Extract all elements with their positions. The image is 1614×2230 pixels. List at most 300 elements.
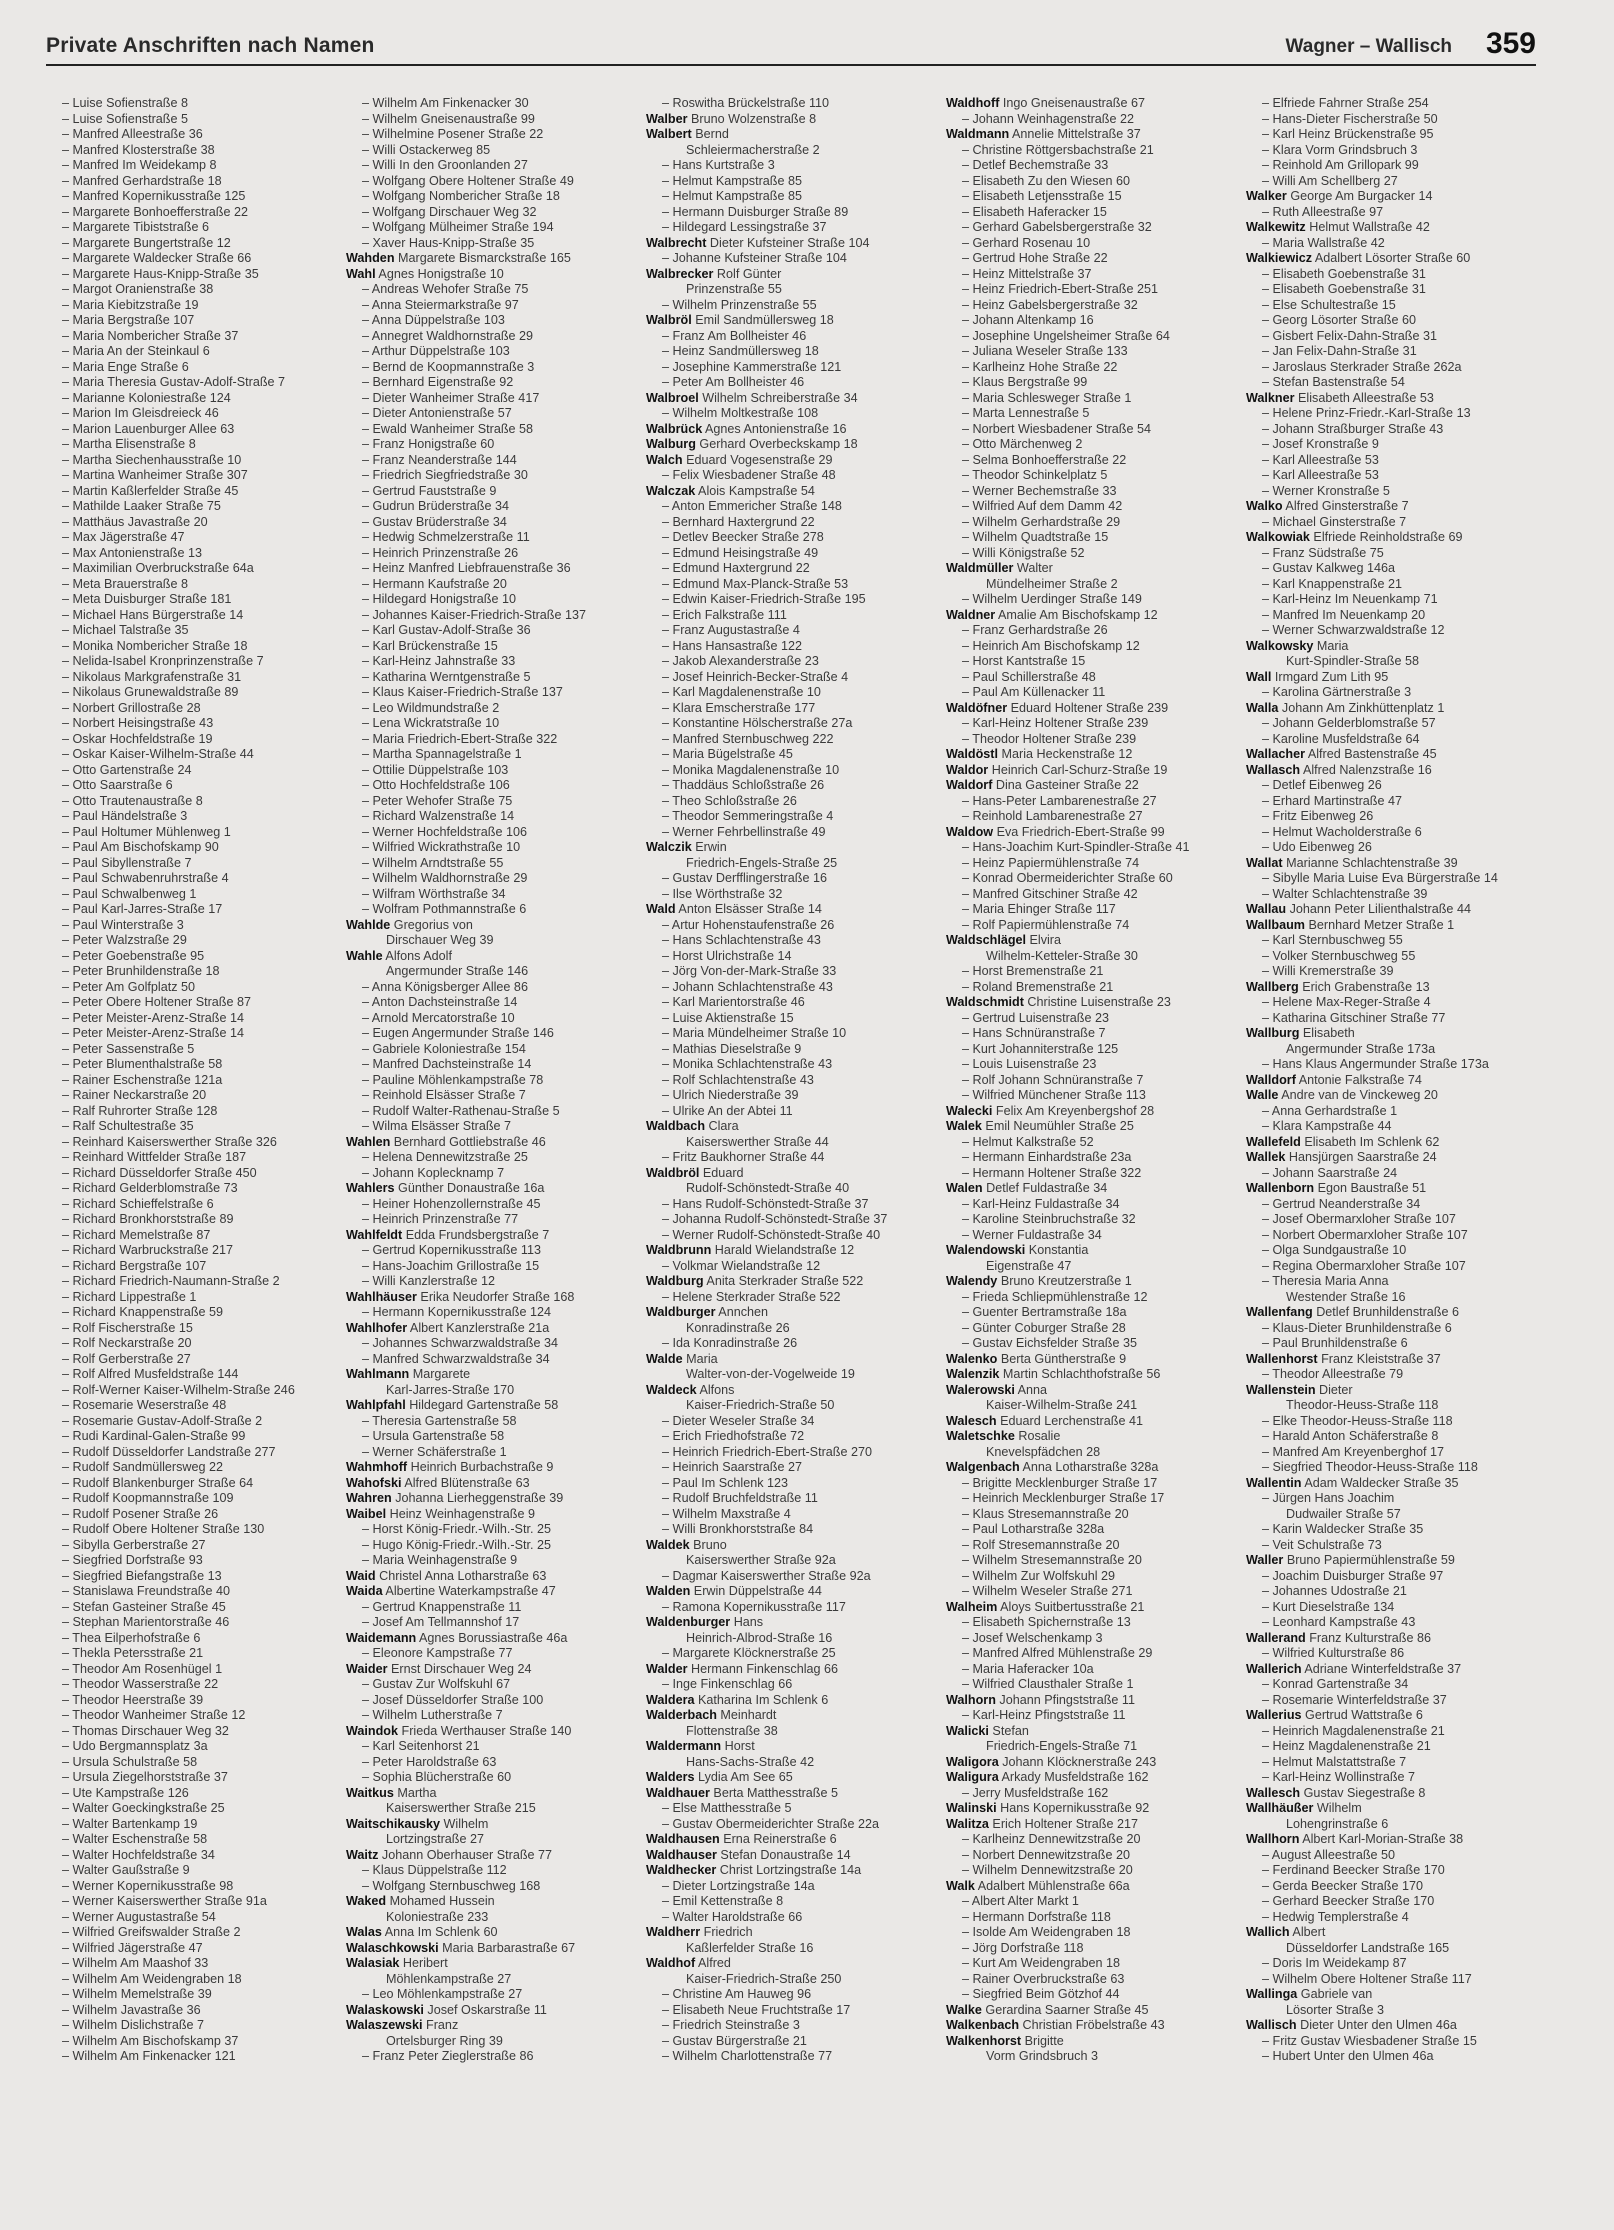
directory-entry: – Gabriele Koloniestraße 154 xyxy=(362,1041,526,1056)
directory-entry: Wallhorn Albert Karl-Morian-Straße 38 xyxy=(1246,1832,1464,1846)
directory-entry: – Siegfried Beim Götzhof 44 xyxy=(962,1987,1120,2001)
directory-entry: – Horst Ulrichstraße 14 xyxy=(662,948,792,963)
directory-entry: – Gudrun Brüderstraße 34 xyxy=(362,499,510,513)
directory-entry: – Jürgen Hans Joachim xyxy=(1262,1491,1395,1505)
directory-entry: – Wolfgang Nombericher Straße 18 xyxy=(362,189,560,203)
directory-entry: Kaiserswerther Straße 44 xyxy=(686,1134,829,1149)
directory-entry: – Anna Steiermarkstraße 97 xyxy=(362,297,519,312)
directory-entry: – Andreas Wehofer Straße 75 xyxy=(362,282,529,296)
directory-entry: Wallinga Gabriele van xyxy=(1246,1987,1373,2001)
directory-entry: – Manfred Dachsteinstraße 14 xyxy=(362,1057,532,1071)
surname: Walke xyxy=(946,2002,982,2017)
surname: Wahlen xyxy=(346,1134,391,1149)
directory-entry: – Johannes Kaiser-Friedrich-Straße 137 xyxy=(362,607,586,622)
directory-entry: – Wilhelm Javastraße 36 xyxy=(62,2002,201,2017)
surname: Walker xyxy=(1246,189,1287,203)
directory-entry: – Manfred Alleestraße 36 xyxy=(62,127,203,141)
directory-entry: – Rainer Eschenstraße 121a xyxy=(62,1072,223,1087)
directory-entry: Waldbröl Eduard xyxy=(646,1165,744,1180)
surname: Walbrück xyxy=(646,421,703,436)
directory-entry: – Wilhelm Quadtstraße 15 xyxy=(962,530,1109,544)
directory-entry: – Johann Weinhagenstraße 22 xyxy=(962,111,1135,126)
surname: Wahmhoff xyxy=(346,1460,408,1474)
directory-entry: – Wilfried Münchener Straße 113 xyxy=(962,1088,1146,1102)
directory-entry: – Paul Schwalbenweg 1 xyxy=(62,886,197,901)
surname: Walko xyxy=(1246,499,1283,513)
directory-entry: Lohengrinstraße 6 xyxy=(1286,1816,1389,1831)
surname: Waldschmidt xyxy=(946,995,1024,1009)
surname: Waindok xyxy=(346,1723,399,1738)
directory-entry: – Hans Kurtstraße 3 xyxy=(662,158,775,172)
directory-entry: Waibel Heinz Weinhagenstraße 9 xyxy=(346,1506,535,1521)
directory-entry: Ortelsburger Ring 39 xyxy=(386,2033,503,2048)
directory-entry: – Hermann Kaufstraße 20 xyxy=(362,576,507,591)
directory-entry: – Hildegard Lessingstraße 37 xyxy=(662,220,827,234)
directory-entry: – Wilhelm Obere Holtener Straße 117 xyxy=(1262,1971,1472,1986)
surname: Waldhausen xyxy=(646,1832,720,1846)
directory-entry: Wallich Albert xyxy=(1246,1925,1326,1939)
directory-entry: – Theo Schloßstraße 26 xyxy=(662,793,797,808)
directory-entry: Waldor Heinrich Carl-Schurz-Straße 19 xyxy=(946,762,1168,777)
directory-entry: – Peter Wehofer Straße 75 xyxy=(362,793,513,808)
surname: Walhorn xyxy=(946,1692,996,1707)
directory-entry: – Margot Oranienstraße 38 xyxy=(62,282,214,296)
directory-entry: – Ottilie Düppelstraße 103 xyxy=(362,762,509,777)
surname: Walbrecker xyxy=(646,266,714,281)
surname: Wahlfeldt xyxy=(346,1227,403,1242)
directory-entry: Wallenfang Detlef Brunhildenstraße 6 xyxy=(1246,1305,1460,1319)
directory-entry: – Fritz Baukhorner Straße 44 xyxy=(662,1150,825,1164)
directory-entry: – Manfred Im Weidekamp 8 xyxy=(62,158,217,172)
directory-entry: – Wilhelm Maxstraße 4 xyxy=(662,1506,791,1521)
directory-entry: – Josef Heinrich-Becker-Straße 4 xyxy=(662,669,849,684)
surname: Wallenhorst xyxy=(1246,1351,1318,1366)
directory-entry: – Rolf Alfred Musfeldstraße 144 xyxy=(62,1367,239,1381)
surname: Walde xyxy=(646,1351,683,1366)
surname: Wahren xyxy=(346,1491,392,1505)
directory-entry: – Maria Friedrich-Ebert-Straße 322 xyxy=(362,731,558,746)
directory-entry: Waidemann Agnes Borussiastraße 46a xyxy=(346,1630,568,1645)
directory-entry: – Werner Hochfeldstraße 106 xyxy=(362,824,527,839)
directory-entry: Düsseldorfer Landstraße 165 xyxy=(1286,1940,1450,1955)
surname: Waitschikausky xyxy=(346,1816,441,1831)
directory-entry: – Walter Goeckingkstraße 25 xyxy=(62,1801,225,1815)
directory-entry: Walke Gerardina Saarner Straße 45 xyxy=(946,2002,1149,2017)
directory-entry: Wallacher Alfred Bastenstraße 45 xyxy=(1246,747,1437,761)
surname: Waldorf xyxy=(946,778,993,792)
directory-entry: – Gerhard Beecker Straße 170 xyxy=(1262,1894,1435,1908)
directory-entry: – Josephine Kammerstraße 121 xyxy=(662,359,842,374)
directory-entry: – Nikolaus Grunewaldstraße 89 xyxy=(62,685,239,699)
directory-entry: – Werner Kopernikusstraße 98 xyxy=(62,1878,234,1893)
directory-entry: – Paul Winterstraße 3 xyxy=(62,917,184,932)
directory-entry: – Rudolf Sandmüllersweg 22 xyxy=(62,1460,224,1474)
directory-entry: Walaschkowski Maria Barbarastraße 67 xyxy=(346,1940,576,1955)
directory-entry: – Elfriede Fahrner Straße 254 xyxy=(1262,96,1429,110)
directory-entry: – Elisabeth Letjensstraße 15 xyxy=(962,189,1122,203)
surname: Walburg xyxy=(646,437,696,451)
surname: Walk xyxy=(946,1878,975,1893)
directory-entry: Waldburg Anita Sterkrader Straße 522 xyxy=(646,1274,864,1288)
directory-entry: – Wilhelmine Posener Straße 22 xyxy=(362,127,544,141)
surname: Wallenstein xyxy=(1246,1382,1316,1397)
directory-entry: – Wilhelm Am Maashof 33 xyxy=(62,1956,209,1970)
directory-entry: – Michael Talstraße 35 xyxy=(62,623,189,637)
directory-entry: – Rolf Schlachtenstraße 43 xyxy=(662,1072,814,1087)
directory-entry: Walendowski Konstantia xyxy=(946,1243,1089,1257)
surname: Waldbröl xyxy=(646,1165,700,1180)
directory-entry: – Johanne Kufsteiner Straße 104 xyxy=(662,251,847,265)
directory-entry: Waitz Johann Oberhauser Straße 77 xyxy=(346,1847,553,1862)
directory-entry: – Reinhold Am Grillopark 99 xyxy=(1262,158,1419,172)
directory-entry: Waldow Eva Friedrich-Ebert-Straße 99 xyxy=(946,824,1165,839)
directory-entry: – Wilfried Clausthaler Straße 1 xyxy=(962,1677,1134,1691)
directory-entry: Waldhauer Berta Matthesstraße 5 xyxy=(646,1785,839,1800)
directory-entry: Wallek Hansjürgen Saarstraße 24 xyxy=(1246,1150,1437,1164)
directory-entry: Wahden Margarete Bismarckstraße 165 xyxy=(346,251,571,265)
directory-entry: Wahlers Günther Donaustraße 16a xyxy=(346,1181,545,1195)
directory-entry: – Hubert Unter den Ulmen 46a xyxy=(1262,2049,1434,2063)
section-title: Private Anschriften nach Namen xyxy=(46,34,375,57)
directory-entry: – Maria Ehinger Straße 117 xyxy=(962,902,1116,916)
directory-entry: – Hildegard Honigstraße 10 xyxy=(362,592,517,606)
directory-entry: – Otto Gartenstraße 24 xyxy=(62,762,192,777)
directory-entry: – Helmut Malstattstraße 7 xyxy=(1262,1754,1407,1769)
directory-entry: – Kurt Am Weidengraben 18 xyxy=(962,1956,1120,1970)
directory-entry: – Erich Falkstraße 111 xyxy=(662,607,787,622)
surname: Walla xyxy=(1246,700,1279,715)
directory-entry: – Leo Wildmundstraße 2 xyxy=(362,700,500,715)
surname: Waldschlägel xyxy=(946,933,1027,947)
directory-entry: – Rudolf Koopmannstraße 109 xyxy=(62,1491,234,1505)
directory-entry: – Gustav Obermeiderichter Straße 22a xyxy=(662,1816,879,1831)
directory-column-3 xyxy=(646,96,946,2065)
directory-entry: – Erich Friedhofstraße 72 xyxy=(662,1429,805,1443)
directory-entry: – Karl Alleestraße 53 xyxy=(1262,468,1379,482)
directory-entry: – Marta Lennestraße 5 xyxy=(962,406,1090,420)
directory-entry: – Ute Kampstraße 126 xyxy=(62,1785,189,1800)
directory-entry: Walbert Bernd xyxy=(646,127,729,141)
surname: Wahlde xyxy=(346,917,391,932)
directory-entry: – Dieter Lortzingstraße 14a xyxy=(662,1878,815,1893)
directory-entry: – Ralf Schultestraße 35 xyxy=(62,1119,194,1133)
directory-entry: Walders Lydia Am See 65 xyxy=(646,1770,793,1784)
directory-entry: – Oskar Hochfeldstraße 19 xyxy=(62,731,213,746)
directory-entry: Walen Detlef Fuldastraße 34 xyxy=(946,1181,1108,1195)
directory-entry: Wahlen Bernhard Gottliebstraße 46 xyxy=(346,1134,546,1149)
directory-entry: – Wilhelm Gneisenaustraße 99 xyxy=(362,111,535,126)
directory-entry: – Karl Gustav-Adolf-Straße 36 xyxy=(362,623,531,637)
directory-entry: – Otto Hochfeldstraße 106 xyxy=(362,778,510,792)
directory-entry: – Gertrud Kopernikusstraße 113 xyxy=(362,1243,541,1257)
directory-entry: – Regina Obermarxloher Straße 107 xyxy=(1262,1258,1466,1273)
directory-entry: – Wilhelm Dennewitzstraße 20 xyxy=(962,1863,1133,1877)
directory-entry: Waldschlägel Elvira xyxy=(946,933,1062,947)
directory-entry: – Heinz Friedrich-Ebert-Straße 251 xyxy=(962,282,1158,296)
directory-entry: – Rosemarie Winterfeldstraße 37 xyxy=(1262,1692,1447,1707)
directory-entry: Angermunder Straße 146 xyxy=(386,964,529,978)
surname: Waldenburger xyxy=(646,1615,731,1629)
directory-entry: – Wilfried Jägerstraße 47 xyxy=(62,1940,203,1955)
surname: Walen xyxy=(946,1181,983,1195)
directory-entry: – Franz Neanderstraße 144 xyxy=(362,452,517,467)
directory-entry: – Paul Am Bischofskamp 90 xyxy=(62,840,219,854)
directory-entry: – Paul Schwabenruhrstraße 4 xyxy=(62,871,229,885)
directory-entry: – Gertrud Luisenstraße 23 xyxy=(962,1010,1110,1025)
directory-entry: – Jakob Alexanderstraße 23 xyxy=(662,654,819,668)
surname: Waida xyxy=(346,1584,383,1598)
directory-column-4 xyxy=(946,96,1246,2065)
directory-entry: – Lena Wickratstraße 10 xyxy=(362,716,500,730)
directory-entry: Walko Alfred Ginsterstraße 7 xyxy=(1246,499,1409,513)
directory-entry: – Peter Am Golfplatz 50 xyxy=(62,979,196,994)
surname: Wallentin xyxy=(1246,1475,1302,1490)
surname: Walaskowski xyxy=(346,2002,424,2017)
directory-entry: – Peter Haroldstraße 63 xyxy=(362,1754,497,1769)
directory-entry: Kurt-Spindler-Straße 58 xyxy=(1286,654,1419,668)
directory-entry: Waindok Frieda Werthauser Straße 140 xyxy=(346,1723,572,1738)
surname: Wallesch xyxy=(1246,1785,1301,1800)
directory-entry: – Karl Heinz Brückenstraße 95 xyxy=(1262,127,1434,141)
directory-entry: – Inge Finkenschlag 66 xyxy=(662,1677,793,1691)
directory-entry: Waldermann Horst xyxy=(646,1739,755,1753)
directory-entry: – Martha Elisenstraße 8 xyxy=(62,437,196,451)
surname: Wahlmann xyxy=(346,1367,410,1381)
directory-entry: – Karoline Steinbruchstraße 32 xyxy=(962,1212,1136,1226)
directory-entry: – Margarete Bonhoefferstraße 22 xyxy=(62,204,248,219)
directory-entry: Wallburg Elisabeth xyxy=(1246,1026,1355,1040)
directory-entry: – Johann Straßburger Straße 43 xyxy=(1262,421,1444,436)
directory-entry: – Rudolf Bruchfeldstraße 11 xyxy=(662,1491,818,1505)
directory-entry: – Wilhelm Zur Wolfskuhl 29 xyxy=(962,1568,1116,1583)
directory-entry: – Manfred Gerhardstraße 18 xyxy=(62,173,222,188)
directory-entry: – Paul Holtumer Mühlenweg 1 xyxy=(62,824,231,839)
directory-entry: – Siegfried Dorfstraße 93 xyxy=(62,1553,203,1567)
directory-entry: – Heinrich Friedrich-Ebert-Straße 270 xyxy=(662,1444,872,1459)
directory-entry: – Heinrich Magdalenenstraße 21 xyxy=(1262,1723,1445,1738)
surname: Walgenbach xyxy=(946,1460,1020,1474)
directory-entry: – Elisabeth Neue Fruchtstraße 17 xyxy=(662,2002,851,2017)
directory-entry: Waletschke Rosalie xyxy=(946,1429,1061,1443)
directory-entry: – Walter Gaußstraße 9 xyxy=(62,1863,190,1877)
name-range: Wagner – Wallisch xyxy=(1285,36,1452,57)
directory-entry: – Monika Schlachtenstraße 43 xyxy=(662,1057,833,1071)
surname: Waldbach xyxy=(646,1119,706,1133)
directory-entry: – Thomas Dirschauer Weg 32 xyxy=(62,1723,229,1738)
directory-entry: – Wilhelm Waldhornstraße 29 xyxy=(362,871,528,885)
directory-entry: – Stephan Marientorstraße 46 xyxy=(62,1615,230,1629)
directory-entry: – Jaroslaus Sterkrader Straße 262a xyxy=(1262,359,1462,374)
directory-entry: Wallefeld Elisabeth Im Schlenk 62 xyxy=(1246,1134,1440,1149)
directory-entry: – Isolde Am Weidengraben 18 xyxy=(962,1925,1131,1939)
directory-entry: Wallerand Franz Kulturstraße 86 xyxy=(1246,1630,1432,1645)
directory-entry: – Otto Trautenaustraße 8 xyxy=(62,793,203,808)
directory-entry: Wallberg Erich Grabenstraße 13 xyxy=(1246,979,1430,994)
directory-entry: – Maximilian Overbruckstraße 64a xyxy=(62,561,254,575)
directory-entry: Walkiewicz Adalbert Lösorter Straße 60 xyxy=(1246,251,1471,265)
directory-entry: – Hans-Dieter Fischerstraße 50 xyxy=(1262,111,1438,126)
directory-entry: – Klaus Bergstraße 99 xyxy=(962,375,1088,389)
directory-entry: – Norbert Dennewitzstraße 20 xyxy=(962,1847,1130,1862)
directory-entry: Walecki Felix Am Kreyenbergshof 28 xyxy=(946,1103,1155,1118)
surname: Walaschkowski xyxy=(346,1940,439,1955)
directory-entry: – Paul Schillerstraße 48 xyxy=(962,669,1096,684)
directory-entry: – Wilhelm Uerdinger Straße 149 xyxy=(962,592,1142,606)
directory-entry: – Pauline Möhlenkampstraße 78 xyxy=(362,1072,544,1087)
directory-entry: Waldhof Alfred xyxy=(646,1956,731,1970)
directory-entry: – Friedrich Siegfriedstraße 30 xyxy=(362,468,528,482)
directory-entry: – Sophia Blücherstraße 60 xyxy=(362,1770,512,1784)
directory-entry: Walkowsky Maria xyxy=(1246,638,1349,653)
directory-entry: – Werner Schäferstraße 1 xyxy=(362,1444,507,1459)
surname: Walkenbach xyxy=(946,2018,1020,2032)
directory-entry: – Rolf Papiermühlenstraße 74 xyxy=(962,917,1130,932)
surname: Walkowsky xyxy=(1246,638,1314,653)
directory-entry: – Stefan Bastenstraße 54 xyxy=(1262,375,1405,389)
directory-entry: – Konrad Gartenstraße 34 xyxy=(1262,1677,1409,1691)
directory-entry: – Edmund Haxtergrund 22 xyxy=(662,561,810,575)
directory-entry: – Karl-Heinz Pfingststraße 11 xyxy=(962,1708,1126,1722)
directory-entry: – Karl-Heinz Holtener Straße 239 xyxy=(962,716,1149,730)
directory-entry: – Detlef Eibenweg 26 xyxy=(1262,778,1382,792)
surname: Walecki xyxy=(946,1103,993,1118)
directory-entry: Wahmhoff Heinrich Burbachstraße 9 xyxy=(346,1460,554,1474)
directory-entry: – Rudolf Obere Holtener Straße 130 xyxy=(62,1522,265,1536)
directory-entry: – Franz Südstraße 75 xyxy=(1262,545,1384,560)
directory-entry: – Manfred Gitschiner Straße 42 xyxy=(962,886,1138,901)
surname: Walczak xyxy=(646,483,696,498)
directory-entry: Kaiser-Friedrich-Straße 50 xyxy=(686,1398,835,1412)
directory-entry: Waldorf Dina Gasteiner Straße 22 xyxy=(946,778,1139,792)
directory-entry: – Helmut Kalkstraße 52 xyxy=(962,1134,1094,1149)
directory-entry: Waligura Arkady Musfeldstraße 162 xyxy=(946,1770,1149,1784)
directory-entry: Koloniestraße 233 xyxy=(386,1909,489,1924)
directory-entry: – Mathilde Laaker Straße 75 xyxy=(62,499,221,513)
surname: Waldek xyxy=(646,1537,690,1552)
directory-entry: – Wilfried Auf dem Damm 42 xyxy=(962,499,1123,513)
directory-entry: – Maria Nombericher Straße 37 xyxy=(62,328,239,343)
directory-entry: Waller Bruno Papiermühlenstraße 59 xyxy=(1246,1553,1455,1567)
directory-entry: – Paul Brunhildenstraße 6 xyxy=(1262,1336,1408,1350)
surname: Walheim xyxy=(946,1599,998,1614)
directory-entry: – Volkmar Wielandstraße 12 xyxy=(662,1258,821,1273)
surname: Waller xyxy=(1246,1553,1284,1567)
directory-entry: – Anna Königsberger Allee 86 xyxy=(362,979,528,994)
directory-entry: Wallentin Adam Waldecker Straße 35 xyxy=(1246,1475,1459,1490)
surname: Waibel xyxy=(346,1506,387,1521)
directory-entry: – Harald Anton Schäferstraße 8 xyxy=(1262,1429,1439,1443)
directory-entry: – Klaus-Dieter Brunhildenstraße 6 xyxy=(1262,1320,1452,1335)
directory-entry: – Sibylle Maria Luise Eva Bürgerstraße 14 xyxy=(1262,871,1498,885)
directory-entry: – Anton Dachsteinstraße 14 xyxy=(362,995,518,1009)
directory-entry: – Dieter Wanheimer Straße 417 xyxy=(362,390,540,405)
directory-entry: Walbroel Wilhelm Schreiberstraße 34 xyxy=(646,390,858,405)
directory-entry: Waitkus Martha xyxy=(346,1785,437,1800)
directory-entry: – Else Schultestraße 15 xyxy=(1262,297,1396,312)
directory-entry: – Horst König-Friedr.-Wilh.-Str. 25 xyxy=(362,1522,551,1536)
directory-entry: – Else Matthesstraße 5 xyxy=(662,1801,792,1815)
directory-entry: Vorm Grindsbruch 3 xyxy=(986,2049,1098,2063)
directory-entry: Wallhäußer Wilhelm xyxy=(1246,1801,1362,1815)
directory-entry: – Doris Im Weidekamp 87 xyxy=(1262,1956,1407,1970)
directory-entry: – Karl-Heinz Im Neuenkamp 71 xyxy=(1262,592,1438,606)
directory-entry: Walicki Stefan xyxy=(946,1723,1029,1738)
directory-entry: – Johannes Udostraße 21 xyxy=(1262,1584,1407,1598)
directory-entry: Westender Straße 16 xyxy=(1286,1289,1406,1304)
surname: Walkowiak xyxy=(1246,530,1310,544)
directory-entry: – Dieter Weseler Straße 34 xyxy=(662,1413,815,1428)
surname: Walasiak xyxy=(346,1956,400,1970)
directory-entry: – Wolfgang Mülheimer Straße 194 xyxy=(362,220,554,234)
directory-entry: – Paul Sibyllenstraße 7 xyxy=(62,855,192,870)
directory-entry: – Martin Kaßlerfelder Straße 45 xyxy=(62,483,239,498)
directory-entry: Wahlmann Margarete xyxy=(346,1367,471,1381)
directory-entry: – Hans-Joachim Kurt-Spindler-Straße 41 xyxy=(962,840,1190,854)
directory-entry: Wallenhorst Franz Kleiststraße 37 xyxy=(1246,1351,1441,1366)
directory-entry: Wilhelm-Ketteler-Straße 30 xyxy=(986,948,1138,963)
surname: Walicki xyxy=(946,1723,989,1738)
surname: Wallich xyxy=(1246,1925,1290,1939)
directory-entry: Walkenhorst Brigitte xyxy=(946,2033,1064,2048)
directory-entry: Waldburger Annchen xyxy=(646,1305,769,1319)
directory-entry: – Brigitte Mecklenburger Straße 17 xyxy=(962,1475,1158,1490)
directory-entry: – Guenter Bertramstraße 18a xyxy=(962,1305,1127,1319)
directory-entry: – Richard Friedrich-Naumann-Straße 2 xyxy=(62,1274,280,1288)
directory-entry: – Karl-Heinz Fuldastraße 34 xyxy=(962,1196,1120,1211)
surname: Wallau xyxy=(1246,902,1287,916)
directory-entry: – Wilfram Wörthstraße 34 xyxy=(362,886,506,901)
surname: Waldhauser xyxy=(646,1847,717,1862)
directory-entry: – Gerhard Rosenau 10 xyxy=(962,235,1091,250)
directory-entry: – Rolf-Werner Kaiser-Wilhelm-Straße 246 xyxy=(62,1382,295,1397)
directory-entry: – Rolf Stresemannstraße 20 xyxy=(962,1537,1120,1552)
directory-entry: – Martha Siechenhausstraße 10 xyxy=(62,452,242,467)
directory-entry: – Manfred Im Neuenkamp 20 xyxy=(1262,607,1426,622)
directory-entry: – Maria An der Steinkaul 6 xyxy=(62,344,210,358)
directory-entry: – Gustav Kalkweg 146a xyxy=(1262,561,1396,575)
surname: Wallerand xyxy=(1246,1630,1306,1645)
directory-entry: – Heinz Mittelstraße 37 xyxy=(962,266,1092,281)
directory-entry: Walter-von-der-Vogelweide 19 xyxy=(686,1367,855,1381)
directory-entry: – Sibylla Gerberstraße 27 xyxy=(62,1537,206,1552)
surname: Waligora xyxy=(946,1754,999,1769)
directory-entry: – Gertrud Hohe Straße 22 xyxy=(962,251,1108,265)
directory-entry: – Rudolf Blankenburger Straße 64 xyxy=(62,1475,254,1490)
directory-entry: – Paul Im Schlenk 123 xyxy=(662,1475,789,1490)
directory-entry: – Siegfried Biefangstraße 13 xyxy=(62,1568,222,1583)
directory-entry: – Norbert Grillostraße 28 xyxy=(62,700,201,715)
directory-entry: Walle Andre van de Vinckeweg 20 xyxy=(1246,1088,1438,1102)
directory-entry: – Katharina Gitschiner Straße 77 xyxy=(1262,1010,1446,1025)
directory-entry: Waldmüller Walter xyxy=(946,561,1053,575)
directory-entry: – Margarete Waldecker Straße 66 xyxy=(62,251,252,265)
surname: Walldorf xyxy=(1246,1072,1296,1087)
directory-entry: Kaiserswerther Straße 92a xyxy=(686,1553,836,1567)
directory-entry: – Wilhelm Lutherstraße 7 xyxy=(362,1708,503,1722)
surname: Waldera xyxy=(646,1692,695,1707)
directory-entry: – Otto Märchenweg 2 xyxy=(962,437,1083,451)
surname: Wahofski xyxy=(346,1475,402,1490)
surname: Waldburger xyxy=(646,1305,716,1319)
surname: Walle xyxy=(1246,1088,1279,1102)
directory-entry: – Maria Wallstraße 42 xyxy=(1262,235,1385,250)
directory-entry: Waldera Katharina Im Schlenk 6 xyxy=(646,1692,829,1707)
directory-entry: – Edwin Kaiser-Friedrich-Straße 195 xyxy=(662,592,866,606)
directory-entry: – Johann Gelderblomstraße 57 xyxy=(1262,716,1436,730)
directory-entry: Rudolf-Schönstedt-Straße 40 xyxy=(686,1181,850,1195)
directory-entry: Walaskowski Josef Oskarstraße 11 xyxy=(346,2002,547,2017)
directory-entry: – Ramona Kopernikusstraße 117 xyxy=(662,1599,846,1614)
